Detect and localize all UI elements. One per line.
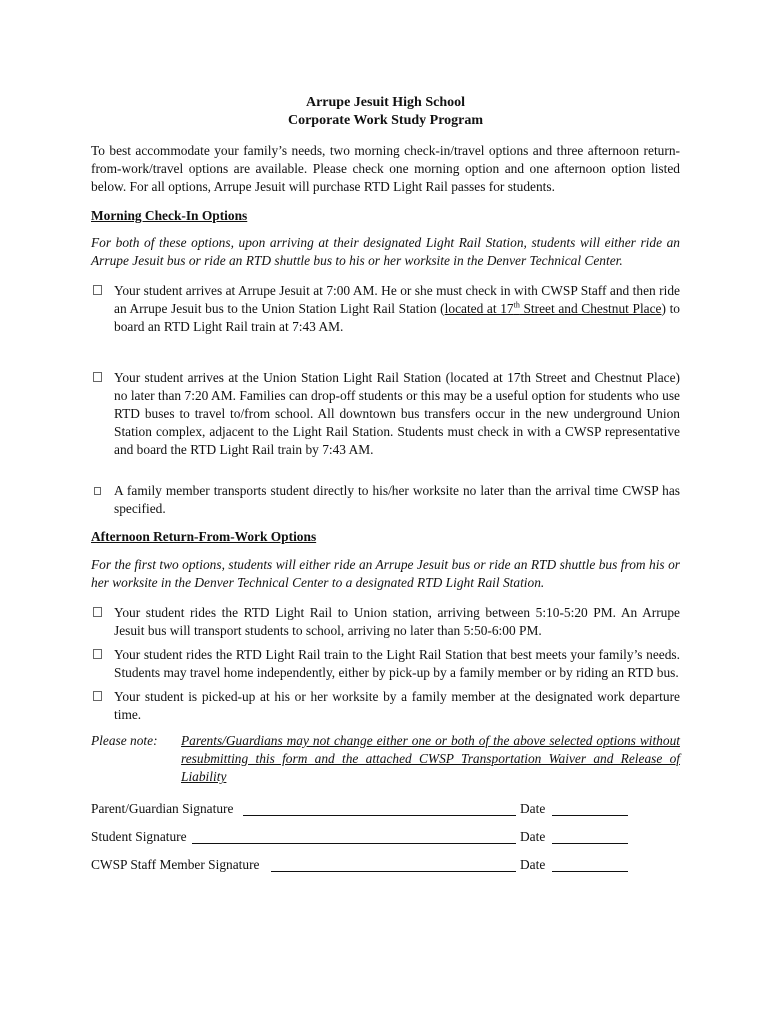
- afternoon-option-3[interactable]: Your student is picked-up at his or her worksite by a family member at the designated work departure time.: [91, 688, 680, 724]
- parent-date-line[interactable]: [552, 815, 628, 816]
- checkbox-afternoon-2[interactable]: [93, 649, 102, 659]
- checkbox-afternoon-1[interactable]: [93, 607, 102, 617]
- student-signature-line[interactable]: [192, 843, 516, 844]
- school-title: Arrupe Jesuit High School: [305, 95, 466, 110]
- staff-signature-line[interactable]: [271, 871, 516, 872]
- student-signature-label: Student Signature: [91, 829, 187, 844]
- student-signature-row: [91, 828, 680, 856]
- staff-signature-row: [91, 856, 680, 884]
- parent-signature-label: Parent/Guardian Signature: [91, 801, 234, 816]
- form-page: [91, 94, 680, 884]
- afternoon-option-2[interactable]: Your student rides the RTD Light Rail train to the Light Rail Station that best meets your family’s needs. Students may travel home independently, either by pick-up by a family member or by riding an RTD bus.: [91, 646, 680, 682]
- afternoon-heading: Afternoon Return-From-Work Options: [91, 529, 317, 544]
- checkbox-morning-2[interactable]: [93, 372, 102, 382]
- parent-signature-row: [91, 800, 680, 828]
- parent-signature-line[interactable]: [243, 815, 516, 816]
- morning-option-3[interactable]: A family member transports student directly to his/her worksite no later than the arrival time CWSP has specified.: [91, 482, 680, 518]
- staff-signature-label: CWSP Staff Member Signature: [91, 857, 260, 872]
- morning-description: For both of these options, upon arriving at their designated Light Rail Station, students will either ride an Arrupe Jesuit bus or ride an RTD shuttle bus to his or her worksite in the Denver Technical Center.: [91, 235, 680, 268]
- union-station-location: located at 17th Street and Chestnut Place: [444, 300, 662, 316]
- intro-paragraph: To best accommodate your family’s needs, two morning check-in/travel options and three afternoon return-from-work/travel options are available. Please check one morning option and one afternoon option listed below. For all options, Arrupe Jesuit will purchase RTD Light Rail passes for students.: [91, 143, 680, 194]
- note-label: Please note:: [91, 733, 158, 748]
- staff-date-line[interactable]: [552, 871, 628, 872]
- afternoon-description: For the first two options, students will either ride an Arrupe Jesuit bus or ride an RTD shuttle bus from his or her worksite in the Denver Technical Center to a designated RTD Light Rail Station.: [91, 557, 680, 590]
- note-text: Parents/Guardians may not change either one or both of the above selected options without resubmitting this form and the attached CWSP Transportation Waiver and Release of Liability: [181, 733, 680, 784]
- please-note: [91, 732, 680, 786]
- staff-date-label: Date: [520, 857, 546, 872]
- parent-date-label: Date: [520, 801, 546, 816]
- morning-option-1[interactable]: Your student arrives at Arrupe Jesuit at 7:00 AM. He or she must check in with CWSP Staff and then ride an Arrupe Jesuit bus to the Union Station Light Rail Station (located at 17th Street and Chestnut Place) to board an RTD Light Rail train at 7:43 AM.: [91, 282, 680, 336]
- morning-heading: Morning Check-In Options: [91, 208, 248, 223]
- checkbox-afternoon-3[interactable]: [93, 691, 102, 701]
- afternoon-option-1[interactable]: Your student rides the RTD Light Rail to Union station, arriving between 5:10-5:20 PM. An Arrupe Jesuit bus will transport students to school, arriving no later than 5:50-6:00 PM.: [91, 604, 680, 640]
- student-date-label: Date: [520, 829, 546, 844]
- signature-block: [91, 800, 680, 884]
- checkbox-morning-1[interactable]: [93, 285, 102, 295]
- checkbox-morning-3[interactable]: [94, 487, 101, 495]
- student-date-line[interactable]: [552, 843, 628, 844]
- program-title: Corporate Work Study Program: [287, 113, 484, 128]
- morning-option-2[interactable]: Your student arrives at the Union Station Light Rail Station (located at 17th Street and Chestnut Place) no later than 7:20 AM. Families can drop-off students or this may be a useful option for students who use RTD buses to travel to/from school. All downtown bus transfers occur in the new underground Union Station complex, adjacent to the Light Rail Station. Students must check in with a CWSP representative and board the RTD Light Rail train by 7:43 AM.: [91, 369, 680, 459]
